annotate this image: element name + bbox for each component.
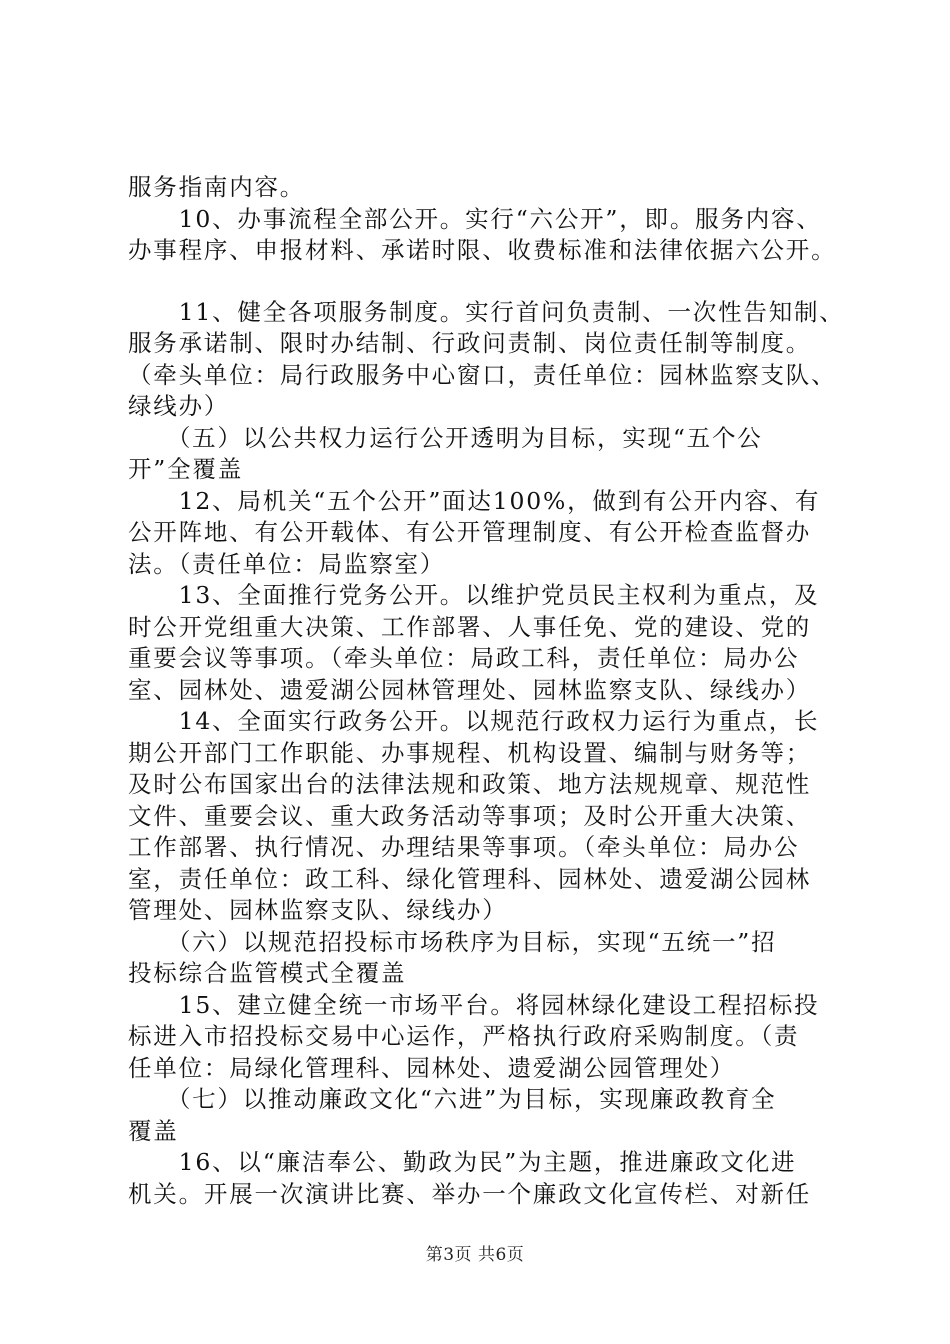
section-heading-line: （六）以规范招投标市场秩序为目标，实现“五统一”招 <box>128 927 777 956</box>
text-line: 公开阵地、有公开载体、有公开管理制度、有公开检查监督办 <box>128 518 812 546</box>
text-line: 工作部署、执行情况、办理结果等事项。（牵头单位：局办公 <box>128 833 800 861</box>
section-heading-line: （五）以公共权力运行公开透明为目标，实现“五个公 <box>128 423 763 452</box>
text-line: 服务指南内容。 <box>128 173 306 201</box>
text-line: 管理处、园林监察支队、绿线办） <box>128 896 508 924</box>
text-line: 机关。开展一次演讲比赛、举办一个廉政文化宣传栏、对新任 <box>128 1179 812 1208</box>
section-heading-line: 投标综合监管模式全覆盖 <box>128 959 407 987</box>
text-line: 13、全面推行党务公开。以维护党员民主权利为重点，及 <box>128 581 820 609</box>
text-line: 15、建立健全统一市场平台。将园林绿化建设工程招标投 <box>128 990 820 1019</box>
text-line: 办事程序、申报材料、承诺时限、收费标准和法律依据六公开。 <box>128 236 837 264</box>
text-line: 期公开部门工作职能、办事规程、机构设置、编制与财务等； <box>128 738 812 767</box>
text-line: 法。（责任单位：局监察室） <box>128 549 446 578</box>
text-line: 12、局机关“五个公开”面达100%，做到有公开内容、有 <box>128 486 821 515</box>
text-line: 14、全面实行政务公开。以规范行政权力运行为重点，长 <box>128 707 820 735</box>
text-line: 服务承诺制、限时办结制、行政问责制、岗位责任制等制度。 <box>128 329 812 357</box>
section-heading-line: 开”全覆盖 <box>128 455 244 483</box>
text-line: 及时公布国家出台的法律法规和政策、地方法规规章、规范性 <box>128 770 812 798</box>
text-line: 10、办事流程全部公开。实行“六公开”，即。服务内容、 <box>128 204 822 233</box>
text-line: 11、健全各项服务制度。实行首问负责制、一次性告知制、 <box>128 297 845 326</box>
blank-line <box>128 267 843 297</box>
section-heading-line: （七）以推动廉政文化“六进”为目标，实现廉政教育全 <box>128 1085 777 1113</box>
text-line: 时公开党组重大决策、工作部署、人事任免、党的建设、党的 <box>128 612 812 641</box>
text-line: 标进入市招投标交易中心运作，严格执行政府采购制度。（责 <box>128 1022 800 1050</box>
text-line: 任单位：局绿化管理科、园林处、遗爱湖公园管理处） <box>128 1053 736 1082</box>
page-number-footer: 第3页 共6页 <box>425 1245 525 1265</box>
text-line: （牵头单位：局行政服务中心窗口，责任单位：园林监察支队、 <box>128 360 837 389</box>
text-line: 室、园林处、遗爱湖公园林管理处、园林监察支队、绿线办） <box>128 675 812 704</box>
text-line: 16、以“廉洁奉公、勤政为民”为主题，推进廉政文化进 <box>128 1148 797 1176</box>
document-body <box>128 172 843 1210</box>
text-line: 室，责任单位：政工科、绿化管理科、园林处、遗爱湖公园林 <box>128 864 812 893</box>
text-line: 绿线办） <box>128 392 230 420</box>
section-heading-line: 覆盖 <box>128 1116 179 1145</box>
text-line: 文件、重要会议、重大政务活动等事项；及时公开重大决策、 <box>128 801 812 830</box>
text-line: 重要会议等事项。（牵头单位：局政工科，责任单位：局办公 <box>128 644 800 672</box>
